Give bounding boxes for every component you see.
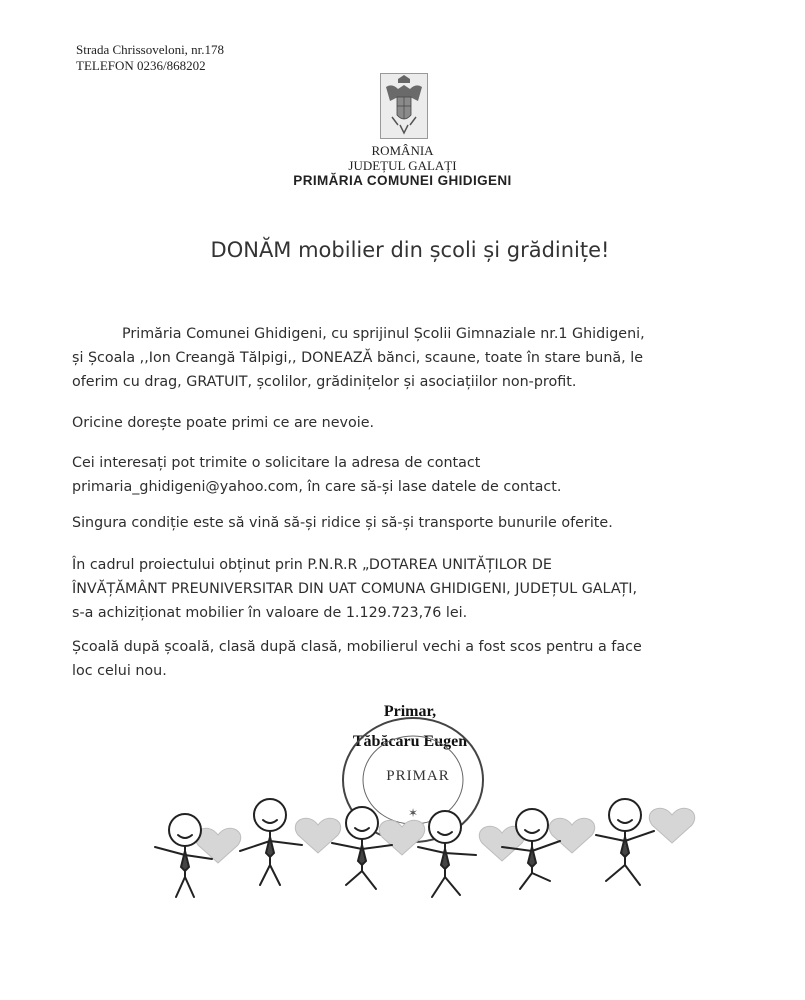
paragraph-5 bbox=[72, 553, 772, 625]
paragraph-4: Singura condiție este să vină să-și ridice și să-și transporte bunurile oferite. bbox=[72, 515, 613, 531]
header-country: ROMÂNIA bbox=[371, 143, 434, 158]
paragraph-6 bbox=[72, 635, 772, 683]
header-county: JUDEȚUL GALAȚI bbox=[348, 158, 457, 173]
paragraph-1-line-2: și Școala ,,Ion Creangă Tălpigi,, DONEAZĂ bănci, scaune, toate în stare bună, le bbox=[72, 350, 644, 366]
paragraph-3-line-1: Cei interesați pot trimite o solicitare la adresa de contact bbox=[72, 455, 481, 471]
heart-icon bbox=[549, 818, 594, 853]
coat-of-arms-icon bbox=[380, 73, 428, 139]
stamp-center-text: PRIMAR bbox=[386, 768, 450, 784]
heart-icon bbox=[295, 818, 340, 853]
contact-email: primaria_ghidigeni@yahoo.com, în care să-și lase datele de contact. bbox=[72, 479, 562, 495]
child-figure-1 bbox=[155, 814, 212, 897]
signature-name: Tăbăcaru Eugen bbox=[352, 733, 468, 750]
paragraph-6-line-2: loc celui nou. bbox=[72, 663, 167, 679]
heart-icon bbox=[379, 820, 424, 855]
child-figure-2 bbox=[240, 799, 302, 885]
paragraph-3 bbox=[72, 451, 772, 499]
child-figure-5 bbox=[502, 809, 560, 889]
document-title: DONĂM mobilier din școli și grădinițe! bbox=[210, 238, 610, 262]
header-institution: PRIMĂRIA COMUNEI GHIDIGENI bbox=[293, 173, 512, 188]
child-figure-6 bbox=[596, 799, 654, 885]
paragraph-5-line-2: ÎNVĂȚĂMÂNT PREUNIVERSITAR DIN UAT COMUNA GHIDIGENI, JUDEȚUL GALAȚI, bbox=[72, 581, 638, 597]
address-street: Strada Chrissoveloni, nr.178 bbox=[76, 42, 225, 57]
paragraph-2: Oricine dorește poate primi ce are nevoie. bbox=[72, 415, 375, 431]
paragraph-5-line-1: În cadrul proiectului obținut prin P.N.R.R „DOTAREA UNITĂȚILOR DE bbox=[72, 557, 552, 573]
address-phone: TELEFON 0236/868202 bbox=[76, 58, 206, 73]
paragraph-1-line-3: oferim cu drag, GRATUIT, școlilor, grădinițelor și asociațiilor non-profit. bbox=[72, 374, 577, 390]
child-figure-3 bbox=[332, 807, 392, 889]
heart-icon bbox=[649, 808, 694, 843]
child-figure-4 bbox=[418, 811, 476, 897]
paragraph-1 bbox=[72, 322, 772, 394]
paragraph-6-line-1: Școală după școală, clasă după clasă, mobilierul vechi a fost scos pentru a face bbox=[72, 639, 642, 655]
signature-role: Primar, bbox=[383, 703, 437, 720]
address-block bbox=[76, 42, 224, 74]
paragraph-5-line-3: s-a achiziționat mobilier în valoare de 1.129.723,76 lei. bbox=[72, 605, 468, 621]
children-holding-hands-illustration bbox=[140, 785, 700, 910]
svg-text:✶: ✶ bbox=[407, 806, 419, 820]
paragraph-1-line-1: Primăria Comunei Ghidigeni, cu sprijinul Școlii Gimnaziale nr.1 Ghidigeni, bbox=[122, 326, 645, 342]
